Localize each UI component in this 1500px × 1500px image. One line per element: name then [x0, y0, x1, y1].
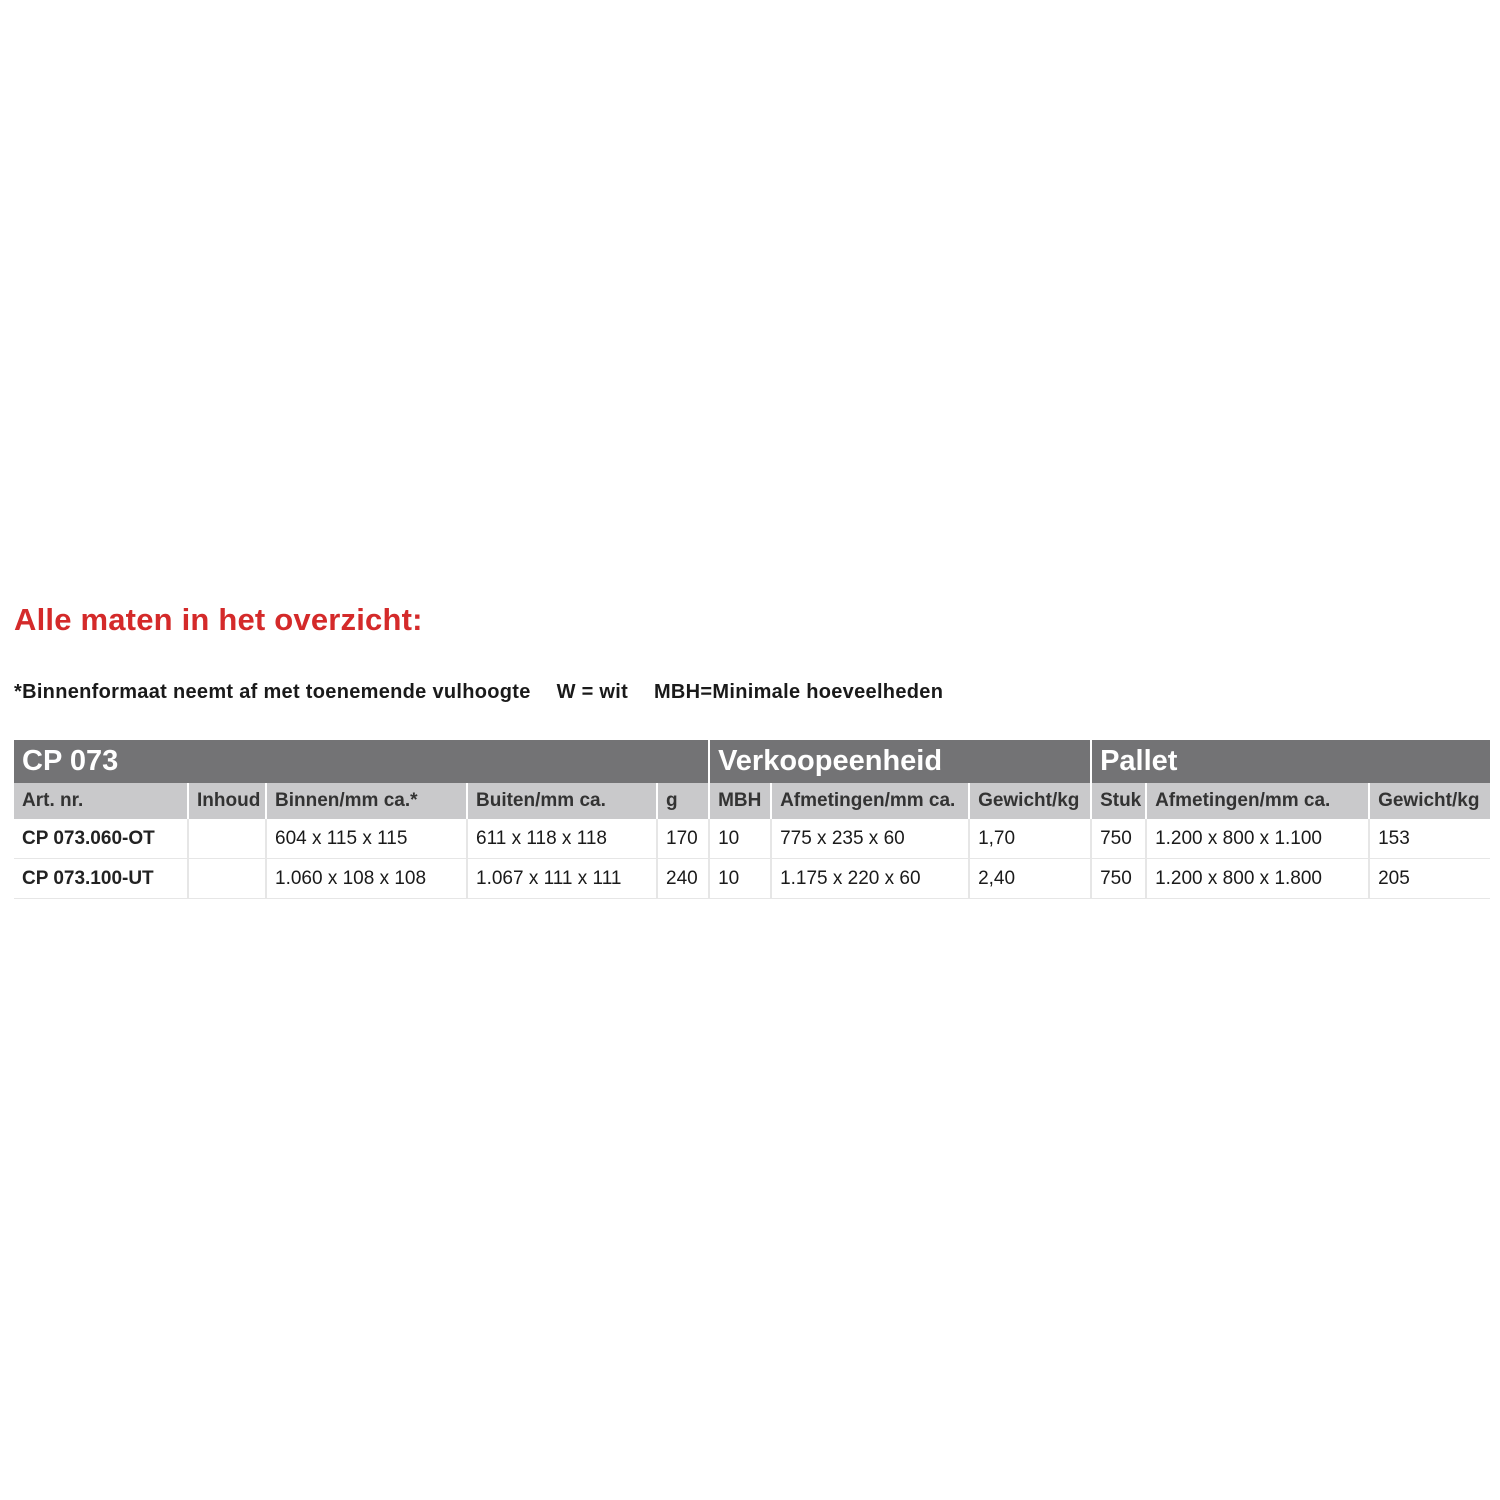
cell-gewicht-verkoop: 2,40 [969, 859, 1091, 899]
col-header-gewicht-pallet: Gewicht/kg [1369, 783, 1490, 819]
col-header-gram: g [657, 783, 709, 819]
cell-stuk: 750 [1091, 859, 1146, 899]
cell-binnen: 1.060 x 108 x 108 [266, 859, 467, 899]
legend-note [14, 681, 963, 704]
page-title: Alle maten in het overzicht: [14, 602, 423, 637]
group-header-pallet: Pallet [1091, 740, 1490, 783]
col-header-mbh: MBH [709, 783, 771, 819]
col-header-art-nr: Art. nr. [14, 783, 188, 819]
col-header-buiten: Buiten/mm ca. [467, 783, 657, 819]
note-color-code: W = wit [556, 681, 629, 703]
cell-binnen: 604 x 115 x 115 [266, 819, 467, 859]
cell-art-nr: CP 073.060-OT [14, 819, 188, 859]
cell-afmetingen-pallet: 1.200 x 800 x 1.100 [1146, 819, 1369, 859]
cell-gewicht-pallet: 153 [1369, 819, 1490, 859]
col-header-inhoud: Inhoud [188, 783, 266, 819]
col-header-afmetingen-pallet: Afmetingen/mm ca. [1146, 783, 1369, 819]
cell-buiten: 611 x 118 x 118 [467, 819, 657, 859]
group-header-verkoopeenheid: Verkoopeenheid [709, 740, 1091, 783]
cell-buiten: 1.067 x 111 x 111 [467, 859, 657, 899]
cell-mbh: 10 [709, 819, 771, 859]
table-row [14, 819, 1490, 859]
cell-gram: 170 [657, 819, 709, 859]
cell-art-nr: CP 073.100-UT [14, 859, 188, 899]
cell-gram: 240 [657, 859, 709, 899]
cell-inhoud [188, 859, 266, 899]
cell-afmetingen-verkoop: 775 x 235 x 60 [771, 819, 969, 859]
cell-inhoud [188, 819, 266, 859]
note-inner-size: *Binnenformaat neemt af met toenemende vulhoogte [14, 681, 531, 703]
group-header-product: CP 073 [14, 740, 709, 783]
product-size-table [14, 740, 1490, 899]
column-header-row [14, 783, 1490, 819]
cell-mbh: 10 [709, 859, 771, 899]
group-header-row [14, 740, 1490, 783]
cell-stuk: 750 [1091, 819, 1146, 859]
cell-afmetingen-pallet: 1.200 x 800 x 1.800 [1146, 859, 1369, 899]
col-header-stuk: Stuk [1091, 783, 1146, 819]
cell-afmetingen-verkoop: 1.175 x 220 x 60 [771, 859, 969, 899]
cell-gewicht-pallet: 205 [1369, 859, 1490, 899]
cell-gewicht-verkoop: 1,70 [969, 819, 1091, 859]
col-header-afmetingen-verkoop: Afmetingen/mm ca. [771, 783, 969, 819]
note-mbh: MBH=Minimale hoeveelheden [653, 681, 944, 703]
col-header-gewicht-verkoop: Gewicht/kg [969, 783, 1091, 819]
table-row [14, 859, 1490, 899]
col-header-binnen: Binnen/mm ca.* [266, 783, 467, 819]
